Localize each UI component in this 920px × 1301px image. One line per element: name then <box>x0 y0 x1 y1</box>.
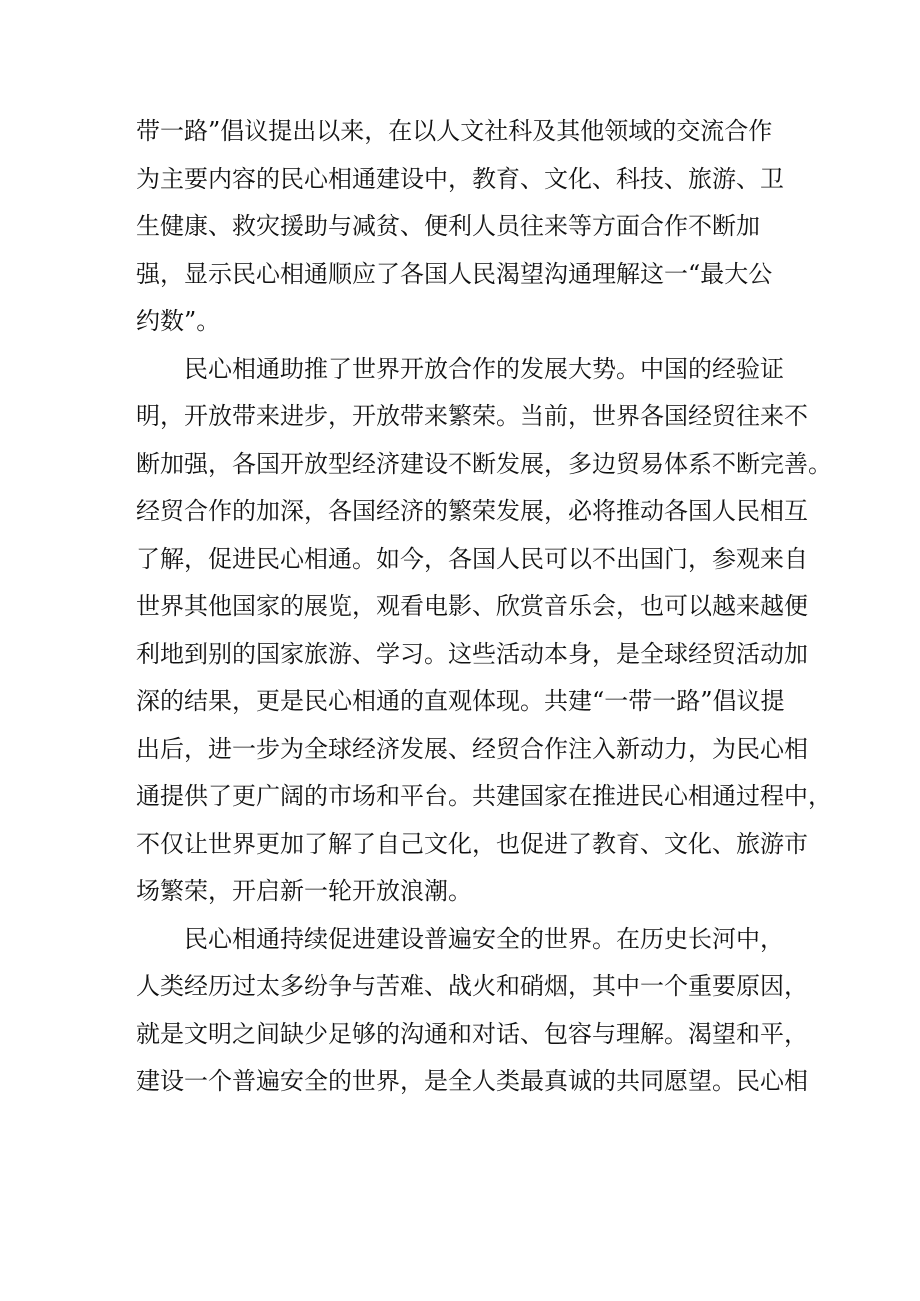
text-line: 民心相通持续促进建设普遍安全的世界。在历史长河中， <box>184 924 784 953</box>
text-line: 利地到别的国家旅游、学习。这些活动本身，是全球经贸活动加 <box>136 639 808 668</box>
text-line: 不仅让世界更加了解了自己文化，也促进了教育、文化、旅游市 <box>136 829 808 858</box>
text-line: 建设一个普遍安全的世界，是全人类最真诚的共同愿望。民心相 <box>136 1067 808 1095</box>
text-line: 强，显示民心相通顺应了各国人民渴望沟通理解这一“最大公 <box>136 259 773 288</box>
text-line: 断加强，各国开放型经济建设不断发展，多边贸易体系不断完善。 <box>136 449 832 478</box>
text-line: 民心相通助推了世界开放合作的发展大势。中国的经验证 <box>184 354 784 383</box>
text-line: 带一路”倡议提出以来，在以人文社科及其他领域的交流合作 <box>136 117 773 145</box>
text-line: 深的结果，更是民心相通的直观体现。共建“一带一路”倡议提 <box>136 687 785 715</box>
paragraph-continuation <box>136 108 786 346</box>
text-line: 人类经历过太多纷争与苦难、战火和硝烟，其中一个重要原因， <box>136 972 808 1000</box>
text-line: 经贸合作的加深，各国经济的繁荣发展，必将推动各国人民相互 <box>136 497 808 525</box>
text-line: 为主要内容的民心相通建设中，教育、文化、科技、旅游、卫 <box>136 164 784 193</box>
document-body <box>136 108 832 1106</box>
text-line: 场繁荣，开启新一轮开放浪潮。 <box>136 877 472 905</box>
paragraph-universal-security <box>136 916 808 1106</box>
text-line: 通提供了更广阔的市场和平台。共建国家在推进民心相通过程中， <box>136 782 832 810</box>
text-line: 生健康、救灾援助与减贫、便利人员往来等方面合作不断加 <box>136 212 760 240</box>
text-line: 约数”。 <box>136 307 221 335</box>
text-line: 世界其他国家的展览，观看电影、欣赏音乐会，也可以越来越便 <box>136 592 808 620</box>
text-line: 出后，进一步为全球经济发展、经贸合作注入新动力，为民心相 <box>136 734 808 763</box>
text-line: 了解，促进民心相通。如今，各国人民可以不出国门，参观来自 <box>136 544 808 573</box>
paragraph-open-cooperation <box>136 346 832 916</box>
text-line: 明，开放带来进步，开放带来繁荣。当前，世界各国经贸往来不 <box>136 402 808 430</box>
text-line: 就是文明之间缺少足够的沟通和对话、包容与理解。渴望和平， <box>136 1019 808 1048</box>
